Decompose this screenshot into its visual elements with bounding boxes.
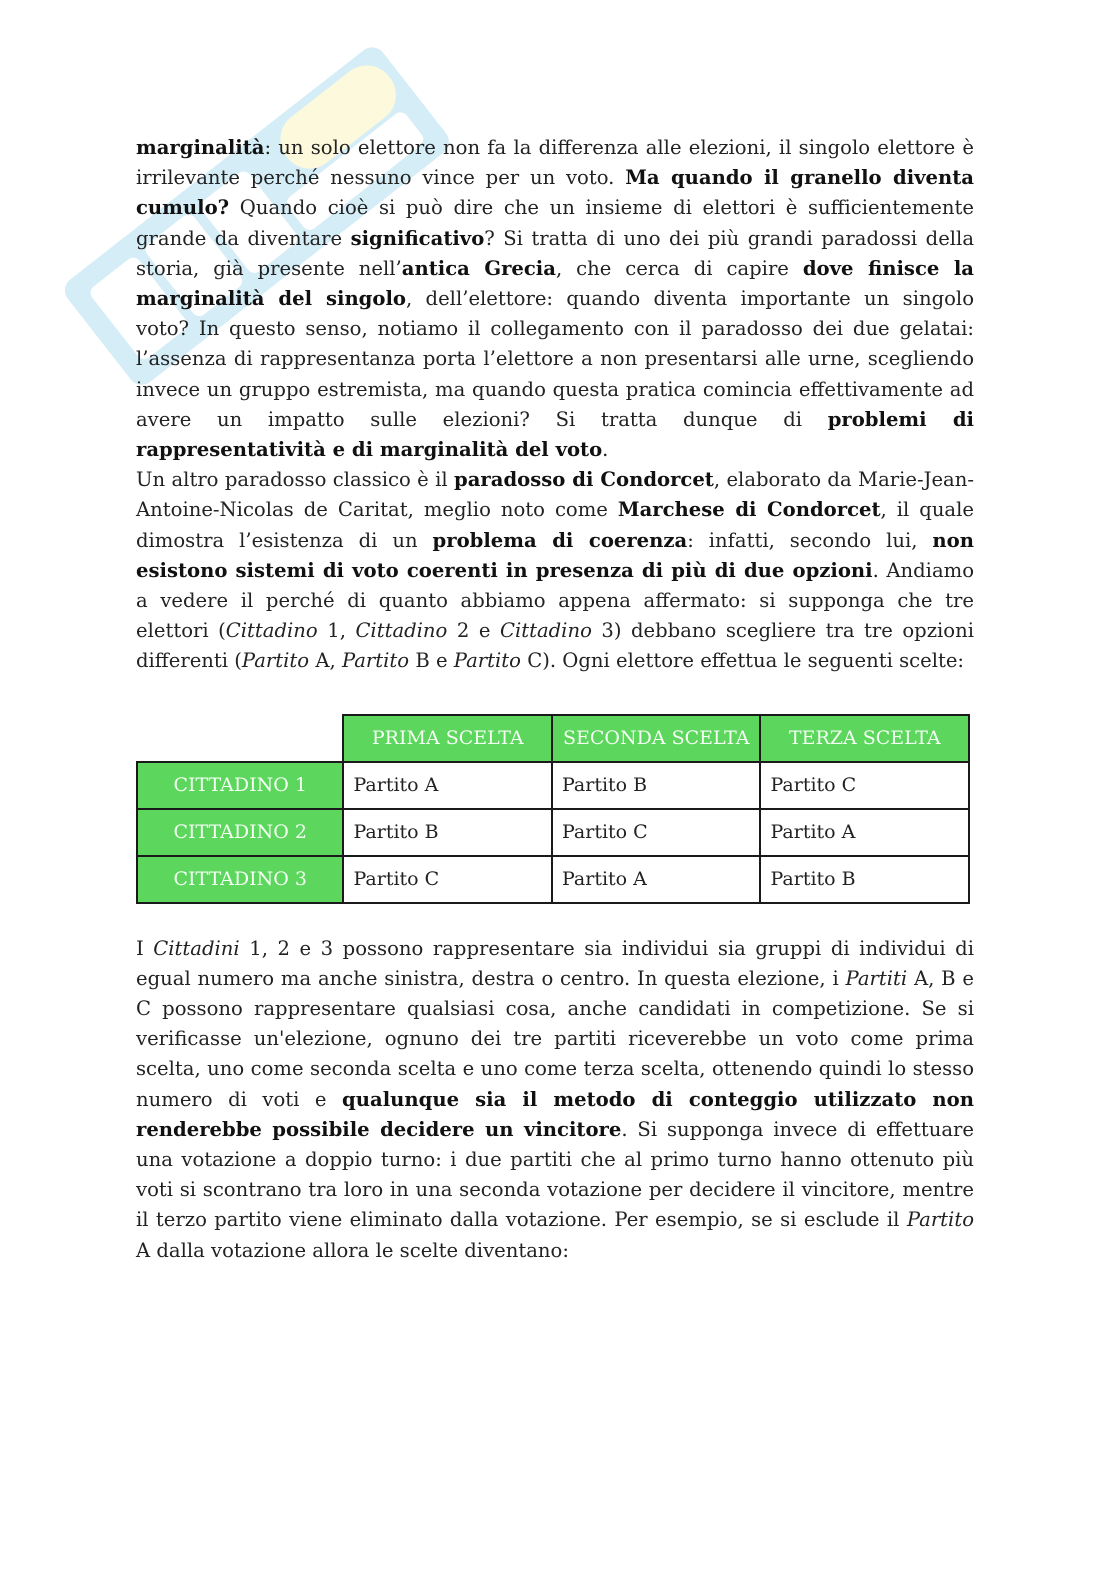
table-row bbox=[137, 762, 969, 809]
document-body bbox=[136, 133, 974, 1266]
table-header-row bbox=[137, 715, 969, 762]
table-row-label: CITTADINO 3 bbox=[137, 856, 343, 903]
table-header-cell: SECONDA SCELTA bbox=[552, 715, 761, 762]
table-corner bbox=[137, 715, 343, 762]
paragraph-analysis: I Cittadini 1, 2 e 3 possono rappresentare sia individui sia gruppi di individui di egual numero ma anche sinistra, destra o centro. In questa elezione, i Partiti A, B e C possono rappresentare qualsiasi cosa, anche candidati in competizione. Se si verificasse un'elezione, ognuno dei tre partiti riceverebbe un voto come prima scelta, uno come seconda scelta e uno come terza scelta, ottenendo quindi lo stesso numero di voti e qualunque sia il metodo di conteggio utilizzato non renderebbe possibile decidere un vincitore. Si supponga invece di effettuare una votazione a doppio turno: i due partiti che al primo turno hanno ottenuto più voti si scontrano tra loro in una seconda votazione per decidere il vincitore, mentre il terzo partito viene eliminato dalla votazione. Per esempio, se si esclude il Partito A dalla votazione allora le scelte diventano: bbox=[136, 936, 974, 1262]
table-cell: Partito A bbox=[343, 762, 552, 809]
paragraph-condorcet: Un altro paradosso classico è il paradosso di Condorcet, elaborato da Marie-Jean-Antoine-Nicolas de Caritat, meglio noto come Marchese di Condorcet, il quale dimostra l’esistenza di un problema di coerenza: infatti, secondo lui, non esistono sistemi di voto coerenti in presenza di più di due opzioni. Andiamo a vedere il perché di quanto abbiamo appena affermato: si supponga che tre elettori (Cittadino 1, Cittadino 2 e Cittadino 3) debbano scegliere tra tre opzioni differenti (Partito A, Partito B e Partito C). Ogni elettore effettua le seguenti scelte: bbox=[136, 468, 975, 673]
table-row bbox=[137, 856, 969, 903]
table-cell: Partito B bbox=[343, 809, 552, 856]
table-cell: Partito A bbox=[760, 809, 969, 856]
table-row-label: CITTADINO 1 bbox=[137, 762, 343, 809]
table-row bbox=[137, 809, 969, 856]
table-cell: Partito B bbox=[760, 856, 969, 903]
table-header-cell: TERZA SCELTA bbox=[760, 715, 969, 762]
table-cell: Partito B bbox=[552, 762, 761, 809]
table-row-label: CITTADINO 2 bbox=[137, 809, 343, 856]
table-cell: Partito A bbox=[552, 856, 761, 903]
table-cell: Partito C bbox=[552, 809, 761, 856]
table-cell: Partito C bbox=[343, 856, 552, 903]
paragraph-marginalita: marginalità: un solo elettore non fa la differenza alle elezioni, il singolo elettore è irrilevante perché nessuno vince per un voto. Ma quando il granello diventa cumulo? Quando cioè si può dire che un insieme di elettori è sufficientemente grande da diventare significativo? Si tratta di uno dei più grandi paradossi della storia, già presente nell’antica Grecia, che cerca di capire dove finisce la marginalità del singolo, dell’elettore: quando diventa importante un singolo voto? In questo senso, notiamo il collegamento con il paradosso dei due gelatai: l’assenza di rappresentanza porta l’elettore a non presentarsi alle urne, scegliendo invece un gruppo estremista, ma quando questa pratica comincia effettivamente ad avere un impatto sulle elezioni? Si tratta dunque di problemi di rappresentatività e di marginalità del voto. bbox=[136, 136, 975, 462]
choices-table bbox=[136, 714, 970, 904]
table-cell: Partito C bbox=[760, 762, 969, 809]
table-header-cell: PRIMA SCELTA bbox=[343, 715, 552, 762]
